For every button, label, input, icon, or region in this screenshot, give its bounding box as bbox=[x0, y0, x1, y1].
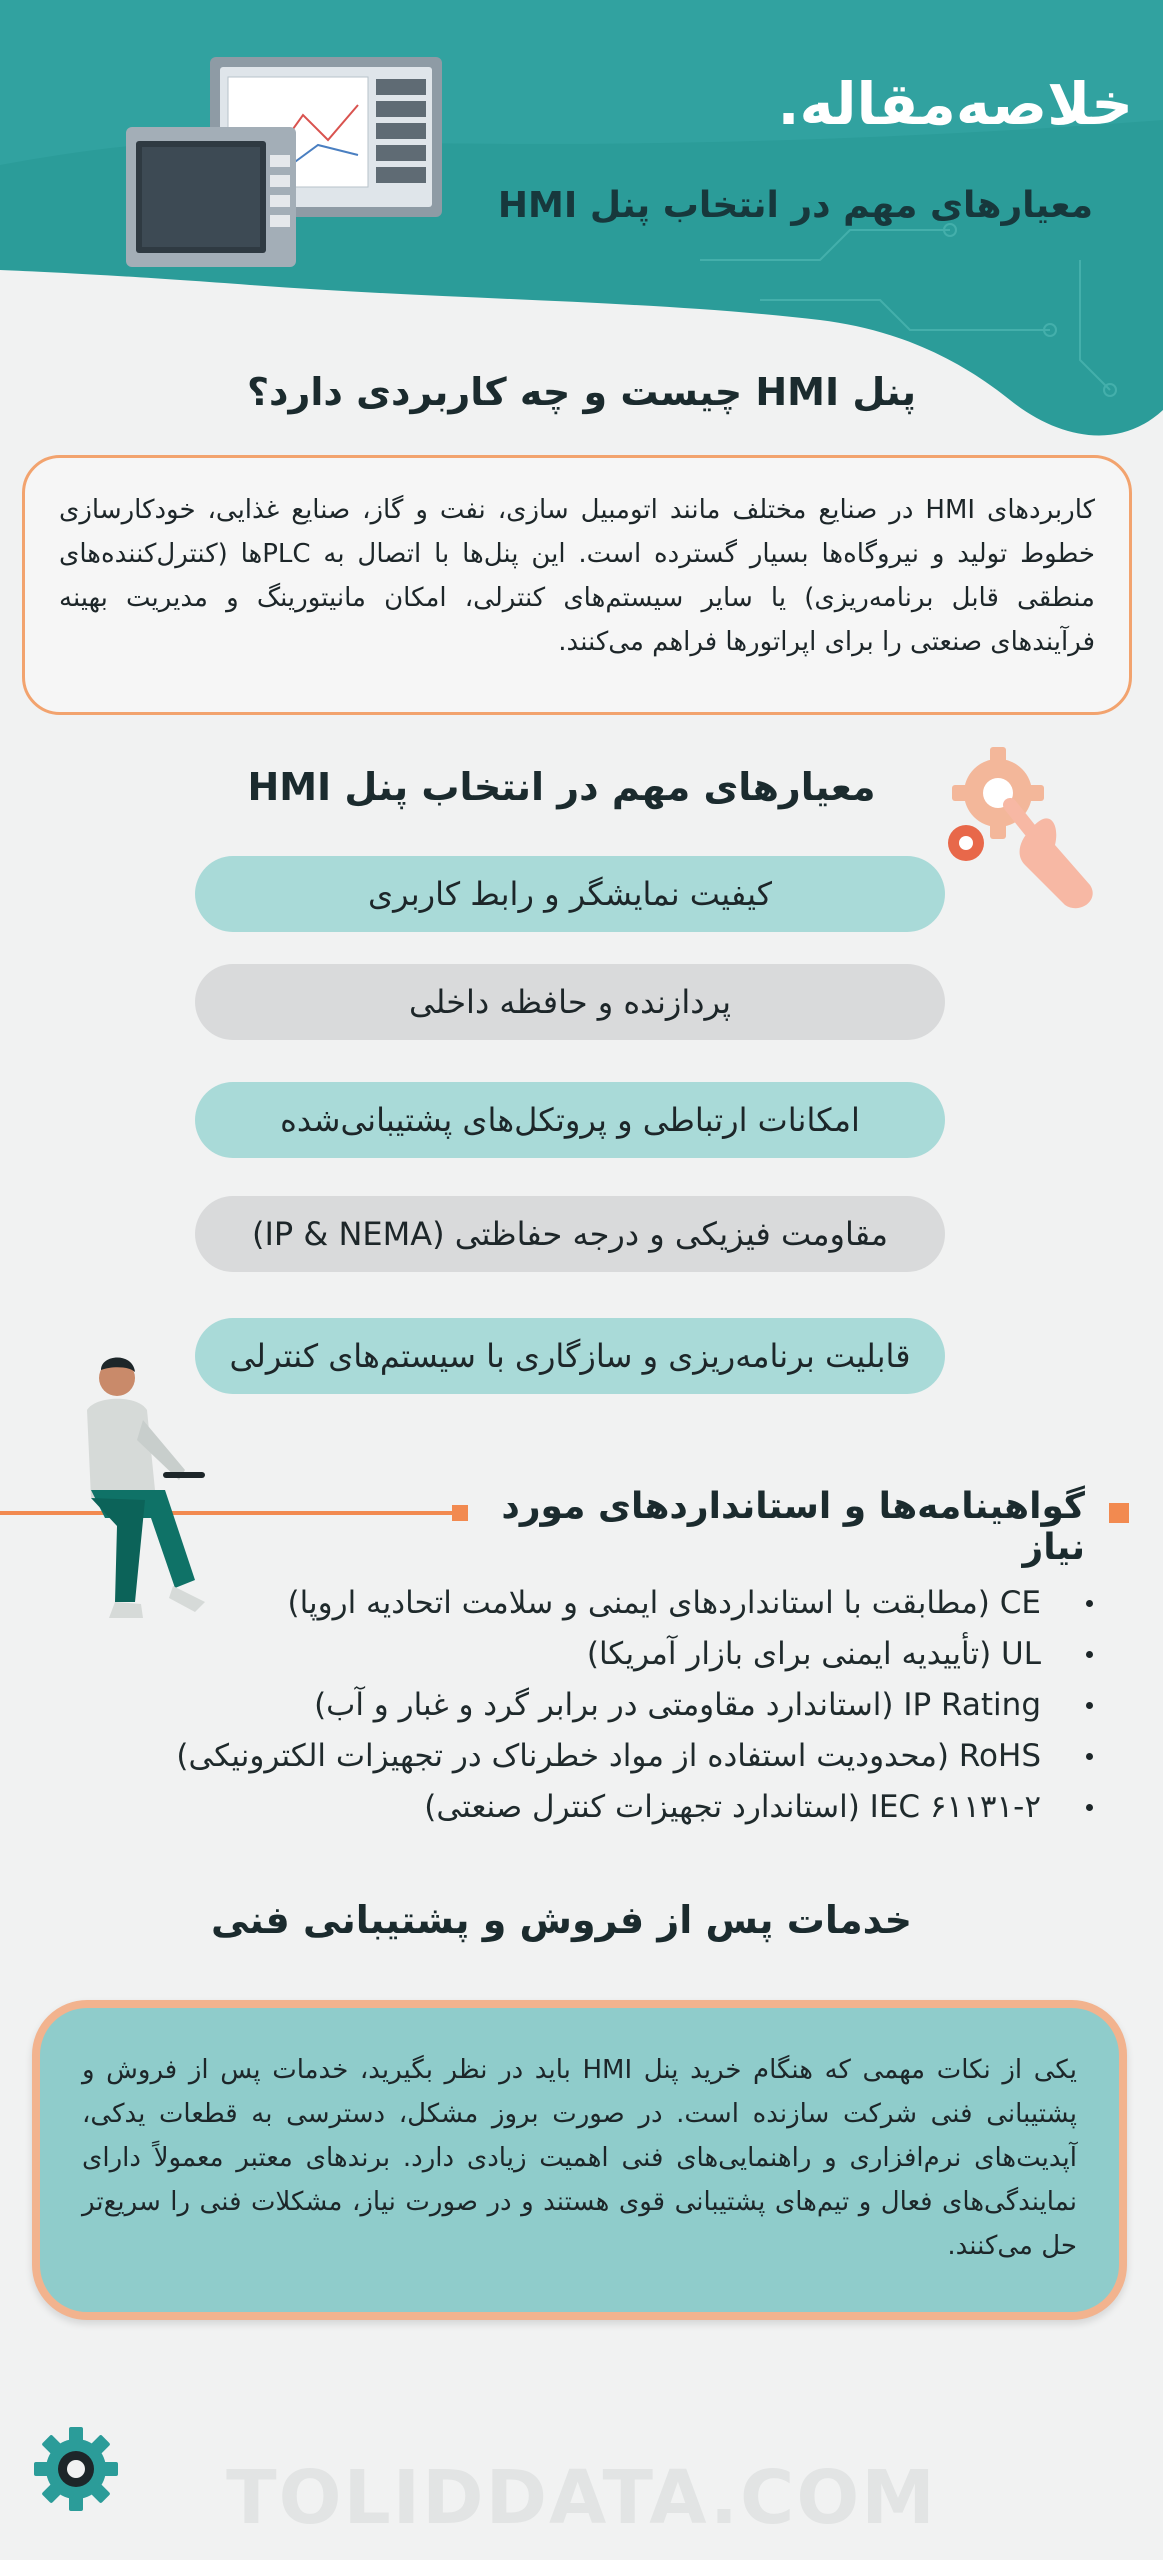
gear-hand-icon bbox=[930, 735, 1115, 920]
certifications-list bbox=[93, 1578, 1093, 1833]
after-sales-heading: خدمات پس از فروش و پشتیبانی فنی bbox=[210, 1898, 913, 1942]
list-item: IP Rating (استاندارد مقاومتی در برابر گرد و غبار و آب) bbox=[93, 1680, 1093, 1731]
intro-heading: پنل HMI چیست و چه کاربردی دارد؟ bbox=[246, 370, 917, 414]
after-sales-text: یکی از نکات مهمی که هنگام خرید پنل HMI باید در نظر بگیرید، خدمات پس از فروش و پشتیبانی فنی شرکت سازنده است. در صورت بروز مشکل، دسترسی به قطعات یدکی، آپدیت‌های نرم‌افزاری و راهنمایی‌های فنی اهمیت زیادی دارد. برندهای معتبر معمولاً دارای نمایندگی‌های فعال و تیم‌های پشتیبانی قوی هستند و در صورت نیاز، مشکلات فنی را سریع‌تر حل می‌کنند. bbox=[82, 2055, 1077, 2261]
criteria-heading: معیارهای مهم در انتخاب پنل HMI bbox=[247, 765, 876, 809]
list-item: IEC ۶۱۱۳۱-۲ (استاندارد تجهیزات کنترل صنعتی) bbox=[93, 1782, 1093, 1833]
list-item: CE (مطابقت با استانداردهای ایمنی و سلامت اتحادیه اروپا) bbox=[93, 1578, 1093, 1629]
certifications-heading: گواهینامه‌ها و استانداردهای مورد نیاز bbox=[501, 1486, 1085, 1568]
criteria-item-display: کیفیت نمایشگر و رابط کاربری bbox=[195, 856, 945, 932]
intro-text-box bbox=[22, 455, 1132, 715]
square-marker-icon bbox=[452, 1505, 468, 1521]
watermark: TOLIDDATA.COM bbox=[226, 2455, 937, 2541]
criteria-item-protocols: امکانات ارتباطی و پروتکل‌های پشتیبانی‌شده bbox=[195, 1082, 945, 1158]
square-marker-icon bbox=[1109, 1503, 1129, 1523]
criteria-item-protection: مقاومت فیزیکی و درجه حفاظتی (IP & NEMA) bbox=[195, 1196, 945, 1272]
page-title: خلاصه‌مقاله. bbox=[777, 70, 1133, 138]
criteria-item-processor: پردازنده و حافظه داخلی bbox=[195, 964, 945, 1040]
list-item: UL (تأییدیه ایمنی برای بازار آمریکا) bbox=[93, 1629, 1093, 1680]
after-sales-text-box bbox=[32, 2000, 1127, 2320]
list-item: RoHS (محدودیت استفاده از مواد خطرناک در تجهیزات الکترونیکی) bbox=[93, 1731, 1093, 1782]
intro-text: کاربردهای HMI در صنایع مختلف مانند اتومبیل سازی، نفت و گاز، صنایع غذایی، خودکارسازی خطوط تولید و نیروگاه‌ها بسیار گسترده است. این پنل‌ها با اتصال به PLCها (کنترل‌کننده‌های منطقی قابل برنامه‌ریزی) یا سایر سیستم‌های کنترلی، امکان مانیتورینگ و مدیریت بهینه فرآیندهای صنعتی را برای اپراتورها فراهم می‌کنند. bbox=[59, 495, 1096, 657]
page-subtitle: معیارهای مهم در انتخاب پنل HMI bbox=[497, 185, 1093, 226]
hmi-panel-illustration bbox=[118, 55, 448, 275]
criteria-item-programming: قابلیت برنامه‌ریزی و سازگاری با سیستم‌های کنترلی bbox=[195, 1318, 945, 1394]
